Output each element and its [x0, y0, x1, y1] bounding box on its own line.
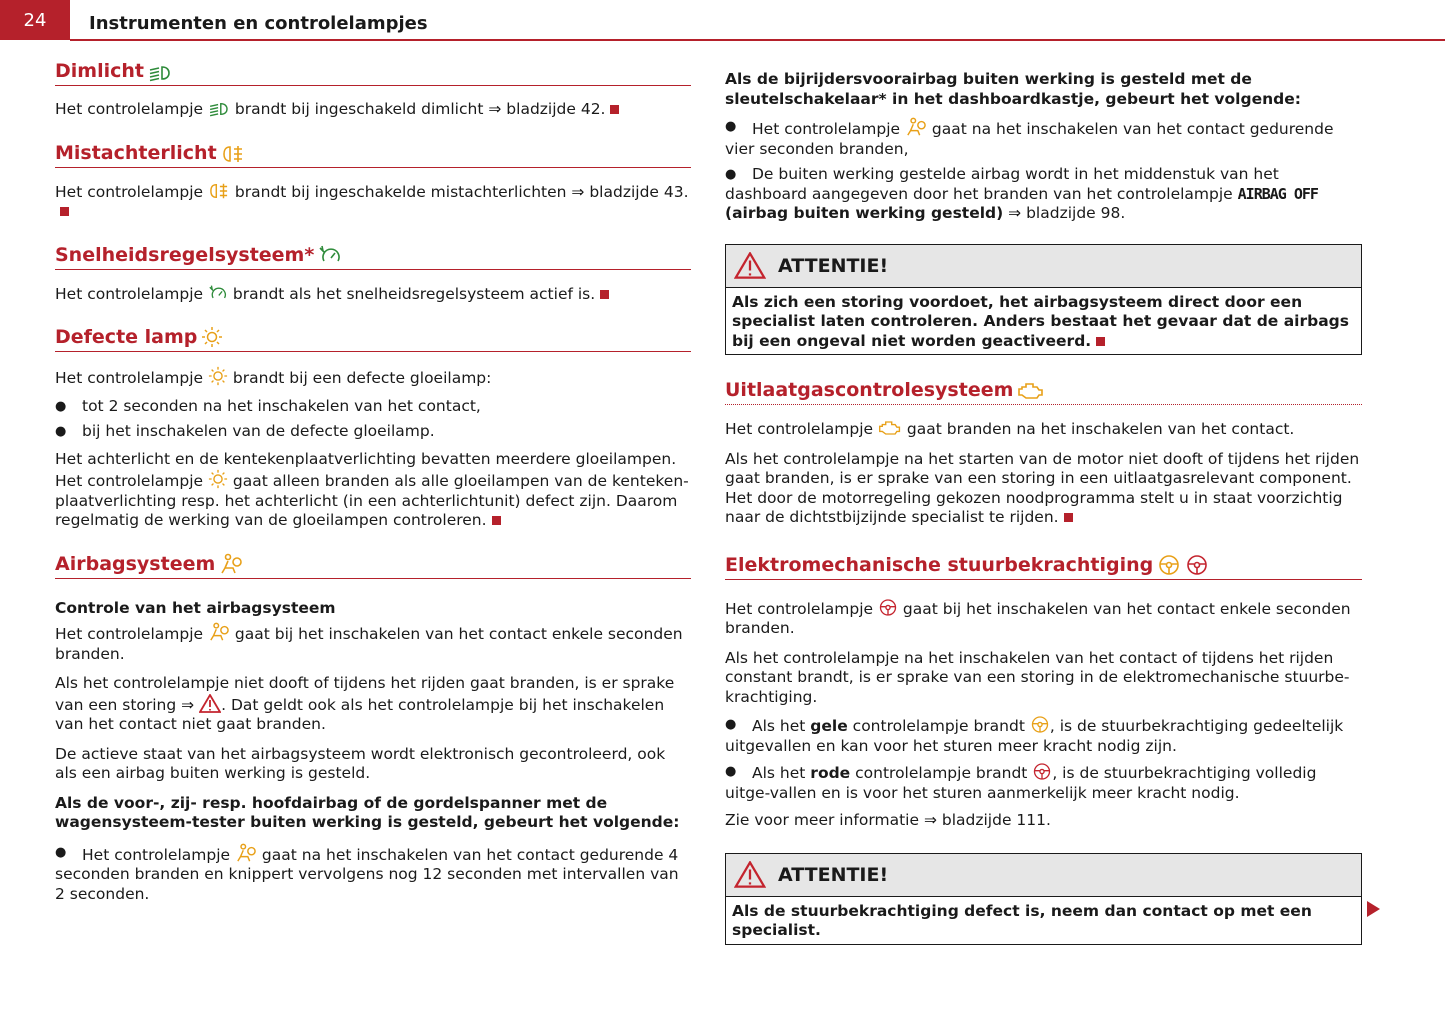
paragraph: Zie voor meer informatie ⇒ bladzijde 111.: [725, 811, 1051, 829]
paragraph: De actieve staat van het airbagsysteem wordt elektronisch gecontroleerd, ook als een airbag buiten werking is gesteld.: [55, 744, 666, 782]
warning-text: Als zich een storing voordoet, het airbagsysteem direct door een specialist laten controleren. Anders bestaat het gevaar dat de airbags bij een ongeval niet worden geactiveerd.: [732, 292, 1350, 350]
low-beam-icon: [208, 101, 230, 117]
bulb-failure-icon: [208, 366, 228, 386]
end-marker: [492, 516, 501, 525]
section-heading-defecte-lamp: Defecte lamp: [55, 326, 691, 352]
airbag-icon: [905, 117, 927, 137]
page-header: [0, 0, 1445, 40]
paragraph: Het controlelampje gaat bij het inschakelen van het contact enkele seconden branden.: [55, 622, 691, 664]
list-item: ● Het controlelampje gaat na het inschakelen van het contact gedurende vier seconden branden,: [725, 117, 1362, 159]
paragraph: Het controlelampje brandt bij ingeschakeld dimlicht ⇒ bladzijde 42.: [55, 100, 691, 120]
airbag-icon: [219, 553, 243, 575]
bulb-failure-icon: [208, 469, 228, 489]
list-item: ● Het controlelampje gaat na het inschakelen van het contact gedurende 4 seconden branden en knippert vervolgens nog 12 seconden met intervallen van 2 seconden.: [55, 843, 691, 905]
warning-header: [726, 245, 1361, 288]
airbag-icon: [235, 843, 257, 863]
paragraph: Als het controlelampje niet dooft of tijdens het rijden gaat branden, is er sprake van een storing ⇒ . Dat geldt ook als het controlelampje bij het inschakelen van het contact niet gaat branden.: [55, 674, 675, 733]
paragraph: Als het controlelampje na het inschakelen van het contact of tijdens het rijden constant brandt, is er sprake van een storing in de elektromechanische stuurbe-krachtiging.: [725, 648, 1350, 706]
list-item: ● Als het rode controlelampje brandt , is de stuurbekrachtiging volledig uitge-vallen en is voor het sturen aanmerkelijk meer kracht nodig.: [725, 762, 1362, 803]
list-item: ● bij het inschakelen van de defecte gloeilamp.: [55, 422, 691, 442]
end-marker: [1064, 513, 1073, 522]
continue-arrow-icon: [1367, 901, 1380, 917]
warning-title: ATTENTIE!: [778, 254, 889, 277]
airbag-off-lamp: AIRBAG OFF: [1237, 184, 1318, 203]
end-marker: [1096, 337, 1105, 346]
cruise-control-icon: [318, 244, 342, 266]
section-heading-mistachterlicht: Mistachterlicht: [55, 142, 691, 168]
warning-title: ATTENTIE!: [778, 863, 889, 886]
end-marker: [610, 105, 619, 114]
steering-icon: [878, 598, 898, 617]
low-beam-icon: [148, 64, 172, 82]
paragraph: Het controlelampje brandt bij een defecte gloeilamp:: [55, 366, 691, 389]
paragraph: Het controlelampje gaat bij het inschakelen van het contact enkele seconden branden.: [725, 599, 1351, 637]
list-item: ● tot 2 seconden na het inschakelen van het contact,: [55, 397, 691, 417]
list-item: ● De buiten werking gestelde airbag wordt in het middenstuk van het dashboard aangegeven door het branden van het controlelampje AIRBAG OFF (airbag buiten werking gesteld) ⇒ bladzijde 98.: [725, 165, 1362, 224]
header-rule: [70, 39, 1445, 41]
warning-text: Als de stuurbekrachtiging defect is, neem dan contact op met een specialist.: [732, 901, 1312, 939]
paragraph: Het achterlicht en de kentekenplaatverlichting bevatten meerdere gloeilampen. Het controlelampje gaat alleen branden als alle gloeilampen van de kenteken-plaatverlichting resp. het achterlicht (in een achterlichtunit) defect zijn. Daarom regelmatig de werking van de gloeilampen controleren.: [55, 449, 689, 529]
steering-icon: [1157, 554, 1181, 576]
bullet-list: [725, 117, 1362, 224]
cruise-control-icon: [208, 284, 228, 302]
section-heading-airbag: Airbagsysteem: [55, 553, 691, 579]
paragraph: Het controlelampje gaat branden na het inschakelen van het contact.: [725, 420, 1295, 438]
paragraph: Als het controlelampje na het starten van de motor niet dooft of tijdens het rijden gaat branden, is er sprake van een storing in een uitlaatgasrelevant component. Het door de motorregeling gekozen noodprogramma stelt u in staat voorzichtig naar de dichtstbijzijnde specialist te rijden.: [725, 449, 1360, 526]
bulb-failure-icon: [201, 326, 223, 348]
right-column: [725, 70, 1362, 961]
fog-light-icon: [208, 182, 230, 200]
bullet-list: [725, 715, 1362, 803]
paragraph: Het controlelampje brandt als het snelheidsregelsysteem actief is.: [55, 284, 691, 305]
section-heading-uitlaatgas: Uitlaatgascontrolesysteem: [725, 379, 1362, 405]
airbag-icon: [208, 622, 230, 642]
paragraph: Het controlelampje brandt bij ingeschakelde mistachterlichten ⇒ bladzijde 43.: [55, 182, 691, 222]
warning-header: [726, 854, 1361, 897]
paragraph-bold: Als de bijrijdersvoorairbag buiten werking is gesteld met de sleutelschakelaar* in het dashboardkastje, gebeurt het volgende:: [725, 70, 1301, 108]
chapter-title: Instrumenten en controlelampjes: [89, 13, 428, 34]
warning-triangle-icon: [734, 252, 766, 279]
left-column: [55, 60, 691, 912]
section-heading-cruise-control: Snelheidsregelsysteem*: [55, 244, 691, 270]
steering-icon: [1030, 715, 1050, 734]
subheading: Controle van het airbagsysteem: [55, 598, 336, 617]
warning-box: [725, 244, 1362, 356]
engine-icon: [1017, 381, 1045, 401]
bullet-list: [55, 843, 691, 905]
bullet-list: [55, 397, 691, 442]
page-number: 24: [0, 0, 70, 40]
section-heading-dimlicht: Dimlicht: [55, 60, 691, 86]
warning-triangle-icon: [199, 694, 221, 713]
warning-triangle-icon: [734, 861, 766, 888]
fog-light-icon: [221, 144, 245, 164]
list-item: ● Als het gele controlelampje brandt , is de stuurbekrachtiging gedeeltelijk uitgevallen en kan voor het sturen meer kracht nodig zijn.: [725, 715, 1362, 756]
paragraph-bold: Als de voor-, zij- resp. hoofdairbag of de gordelspanner met de wagensysteem-tester buiten werking is gesteld, gebeurt het volgende:: [55, 793, 680, 831]
steering-icon: [1032, 762, 1052, 781]
warning-box: [725, 853, 1362, 945]
engine-icon: [878, 419, 902, 437]
end-marker: [60, 207, 69, 216]
end-marker: [600, 290, 609, 299]
steering-icon: [1185, 554, 1209, 576]
section-heading-stuurbekrachtiging: Elektromechanische stuurbekrachtiging: [725, 554, 1362, 580]
